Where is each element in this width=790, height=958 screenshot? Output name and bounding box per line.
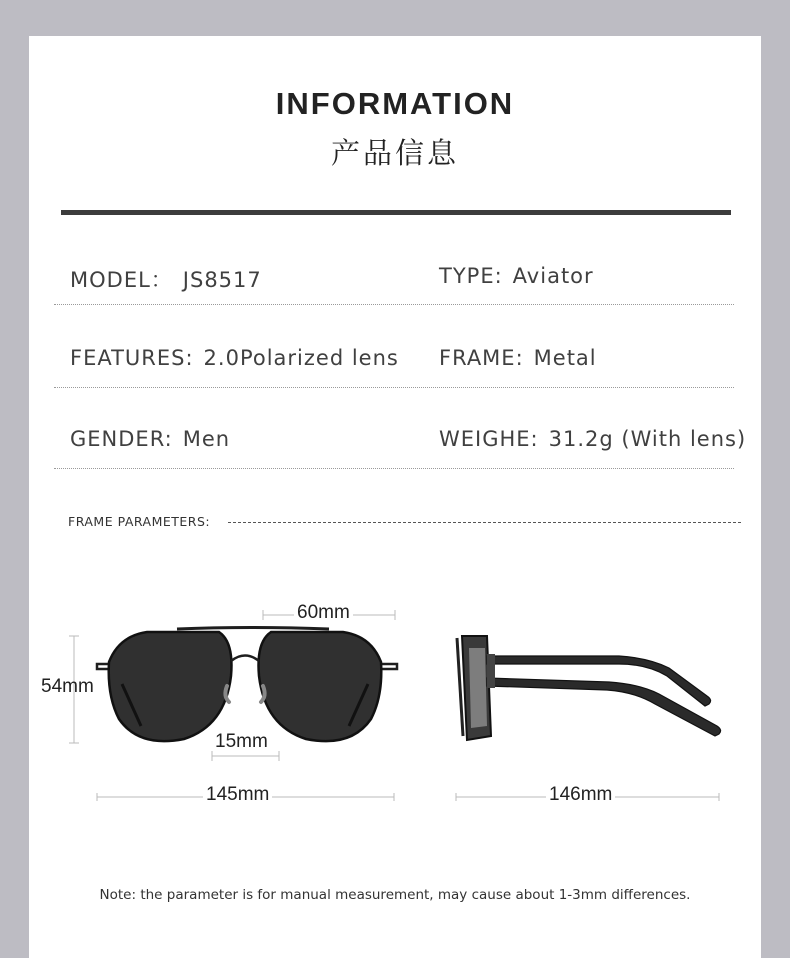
page-title: INFORMATION bbox=[275, 86, 515, 121]
spec-weight-value: 31.2g (With lens) bbox=[548, 427, 747, 451]
lens-height-label: 54mm bbox=[41, 676, 94, 697]
frame-width-label: 145mm bbox=[203, 784, 272, 806]
spec-frame-label: FRAME: bbox=[439, 346, 524, 370]
bridge-width-label: 15mm bbox=[215, 731, 268, 752]
spec-model-value: JS8517 bbox=[182, 268, 262, 292]
front-view-glasses-icon bbox=[97, 628, 397, 742]
spec-type-label: TYPE: bbox=[439, 264, 503, 288]
spec-features-label: FEATURES: bbox=[70, 346, 194, 370]
spec-model-label: MODEL： bbox=[70, 268, 173, 292]
measurement-note: Note: the parameter is for manual measurement, may cause about 1-3mm differences. bbox=[99, 887, 691, 903]
spec-weight-label: WEIGHE: bbox=[439, 427, 539, 451]
side-view-glasses-icon bbox=[457, 636, 721, 740]
spec-frame-value: Metal bbox=[533, 346, 597, 370]
spec-gender-label: GENDER: bbox=[70, 427, 173, 451]
spec-type-value: Aviator bbox=[512, 264, 594, 288]
info-card bbox=[29, 36, 761, 958]
spec-gender-value: Men bbox=[182, 427, 231, 451]
spec-features-value: 2.0Polarized lens bbox=[203, 346, 399, 370]
temple-length-label: 146mm bbox=[546, 784, 615, 806]
page-subtitle: 产品信息 bbox=[330, 136, 459, 170]
frame-parameters-label: FRAME PARAMETERS: bbox=[68, 514, 211, 529]
lens-width-label: 60mm bbox=[294, 602, 353, 624]
glasses-illustration bbox=[29, 36, 761, 958]
